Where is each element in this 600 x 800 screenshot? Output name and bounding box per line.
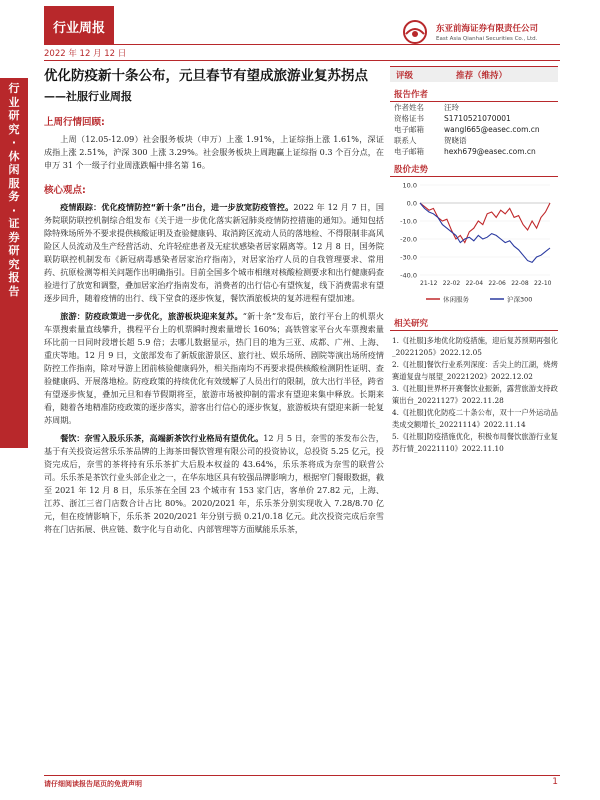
chart-x-tick-label: 22-06 [488,280,506,287]
page-number: 1 [552,777,558,787]
rating-label: 评级 [396,70,414,81]
chart-x-tick-label: 21-12 [420,280,438,287]
report-subtitle: ——社服行业周报 [44,90,132,103]
chart-y-tick-label: -30.0 [400,253,417,262]
analyst-row [390,113,558,124]
analyst-field-label: 作者姓名 [394,103,424,112]
chart-x-tick-label: 22-10 [534,280,552,287]
analyst-heading: 报告作者 [390,88,558,102]
sidebar-vertical-title [0,78,28,448]
analyst-field-label: 电子邮箱 [394,147,424,156]
analyst-field-label: 电子邮箱 [394,125,424,134]
tourism-text: “新十条”发布后，旅行平台上的机票火车票搜索量直线攀升，携程平台上的机票瞬时搜索量增长 160%；高铁管家平台火车票搜索量环比前一日同时段增长超 5.9 倍；去哪儿数据显示，热门目的地为三亚、成都、广州、上海、重庆等地。12 月 9 日，文旅部发布了新版旅游景区、旅行社、娱乐场所、剧院等演出场所疫情防控工作指南，除对导游上团前核验健康码外，相关指南均不再要求提供核酸检测阴性证明、查验健康码、开展落地检。防疫政策的持续优化有效缓解了人员出行的限制，放大出行半径，跨省有望逐步恢复，叠加元旦和春节假期将至，旅游市场被抑制的需求有望迎来集中释放。长期来看，随着各地精准防疫政策的逐步落实，游客出行信心的逐步恢复，旅游板块有望迎来新一轮复苏周期。 [44,311,384,425]
company-name-cn: 东亚前海证券有限责任公司 [436,24,539,34]
chart-legend-label: 休闲服务 [443,295,469,304]
related-research-link[interactable]: 4.《[社服]优化防疫二十条公布，双十一户外运动品类成交额增长_20221114》2022.11.14 [392,408,558,429]
header-divider [44,44,560,45]
sidebar-char: 报 [8,271,20,284]
right-column [390,66,558,454]
analyst-field-value: S1710521070001 [444,114,511,123]
analyst-field-value: 贺晓语 [444,136,467,145]
chart-y-tick-label: -40.0 [400,271,417,280]
chart-x-tick-label: 22-02 [442,280,461,287]
report-type-tag: 行业周报 [44,6,114,44]
related-research-link[interactable]: 1.《[社服]多地优化防疫措施，迎后复苏预期再强化_20221205》2022.12.05 [392,336,558,357]
rating-value: 推荐（维持） [456,70,508,81]
chart-y-tick-label: -10.0 [400,217,417,226]
sidebar-char: 证 [8,217,20,230]
related-research-link[interactable]: 5.《[社服]防疫措施优化，积极布局餐饮旅游行业复苏行情_20221110》2022.11.10 [392,432,558,453]
chart-x-tick-label: 22-04 [465,280,484,287]
core-views-heading: 核心观点: [44,185,86,196]
analyst-field-value: hexh679@easec.com.cn [444,147,536,156]
related-research-list [390,335,558,454]
analyst-row [390,146,558,157]
chart-y-tick-label: -20.0 [400,235,417,244]
sidebar-char: 休 [8,149,20,163]
analyst-row [390,135,558,146]
analyst-field-label: 资格证书 [394,114,424,123]
stock-chart-svg [390,179,558,307]
tourism-paragraph [44,310,384,427]
tourism-lead: 旅游：防疫政策进一步优化，旅游板块迎来复苏。 [60,311,243,321]
rating-bar [390,66,558,82]
header-thin-divider [44,60,560,61]
sidebar-char: 行 [8,82,20,95]
chart-y-tick-label: 0.0 [406,199,417,208]
stock-chart-heading: 股价走势 [390,163,558,177]
report-date: 2022 年 12 月 12 日 [44,49,127,59]
catering-paragraph [44,432,384,536]
sidebar-char: 告 [8,284,20,298]
related-research-heading: 相关研究 [390,317,558,331]
sidebar-char: 服 [8,176,20,190]
weekly-review-text: 上周（12.05-12.09）社会服务板块（申万）上涨 1.91%，上证综指上涨 1.61%，深证成指上涨 2.51%，沪深 300 上涨 3.29%。社会服务板块上周跑赢上证综指 0.3 个百分点，在申万 31 个一级子行业周涨跌幅中排名第 16。 [44,134,384,170]
sidebar-char: · [11,203,17,217]
stock-chart [390,179,558,311]
sidebar-char: 业 [8,95,20,109]
sidebar-char: · [11,136,17,149]
company-name-en: East Asia Qianhai Securities Co., Ltd. [436,36,538,42]
epidemic-paragraph [44,201,384,305]
chart-legend-label: 沪深300 [507,295,533,304]
chart-series-line [420,203,550,243]
chart-series-line [420,203,550,262]
analyst-row [390,102,558,113]
weekly-review-heading: 上周行情回顾: [44,117,105,128]
analyst-field-value: 汪玲 [444,103,459,112]
sidebar-char: 研 [8,244,20,257]
epidemic-lead: 疫情跟踪：优化疫情防控“新十条”出台，进一步放宽防疫管控。 [60,202,294,212]
company-logo-icon [400,20,430,44]
footer-disclaimer: 请仔细阅读报告尾页的免责声明 [44,780,142,788]
related-research-link[interactable]: 2.《[社服]餐饮行业系列深度：舌尖上的江湖，烧烤赛道复盘与展望_20221202》2022.12.02 [392,360,558,381]
sidebar-char: 研 [8,109,20,122]
analyst-field-value: wangl665@easec.com.cn [444,125,540,134]
sidebar-char: 券 [8,230,20,244]
sidebar-char: 闲 [8,163,20,176]
catering-text: 12 月 5 日，奈雪的茶发布公告，基于有关投资运营乐乐茶品牌的上海茶田餐饮管理有限公司的投资协议，总投资 5.25 亿元，投资完成后，奈雪的茶将持有乐乐茶扩大后股本权益的 43.64%，乐乐茶将成为奈雪的联营公司。乐乐茶是茶饮行业头部企业之一，在华东地区具有较强品牌影响力，根据窄门餐眼数据，截至 2021 年 12 月 8 日，乐乐茶在全国 23 个城市有 153 家门店，客单价 27.82 元，上海、江苏、浙江三省门店数合计占比 80%。2020/2021 年，乐乐茶分别实现收入 7.28/8.70 亿元，但在疫情影响下，乐乐茶 2020/2021 年分别亏损 0.21/0.18 亿元。此次投资完成后奈雪将在门店拓展、供应链、数字化与自动化、内部管理等方面赋能乐乐茶， [44,433,384,534]
chart-x-tick-label: 22-08 [511,280,529,287]
company-logo [400,20,538,44]
analyst-info [390,102,558,157]
sidebar-char: 究 [8,257,20,271]
report-title: 优化防疫新十条公布，元旦春节有望成旅游业复苏拐点 [44,68,368,84]
chart-y-tick-label: 10.0 [402,181,417,190]
related-research-link[interactable]: 3.《[社服]世界杯开赛餐饮业振新，露营旅游支持政策出台_20221127》2022.11.28 [392,384,558,405]
epidemic-text: 2022 年 12 月 7 日，国务院联防联控机制综合组发布《关于进一步优化落实新冠肺炎疫情防控措施的通知》。通知包括除特殊场所外不要求提供核酸证明及查验健康码、取消跨区流动人员的落地检、不得限制非高风险区人员流动及生产经营活动、允许轻症患者及无症状感染者居家隔离等。12 月 8 日，国务院联防联控机制发布《新冠病毒感染者居家治疗指南》，对居家治疗人员的自我管理要求、常用药、抗原检测等相关问题作出明确指引。目前全国多个城市相继对核酸检测要求和出行健康码查验进行了放宽和调整，叠加居家治疗指南发布，消费者的出行信心有望恢复，线下消费需求有望逐步回升，随着疫情的出行、线下堂食的逐步恢复，餐饮酒旅板块的复苏进程有望加速。 [44,202,384,303]
analyst-row [390,124,558,135]
sidebar-char: 究 [8,122,20,136]
sidebar-char: 务 [8,190,20,203]
analyst-field-label: 联系人 [394,136,417,145]
main-column [44,66,384,536]
catering-lead: 餐饮：奈雪入股乐乐茶，高端新茶饮行业格局有望优化。 [60,433,264,443]
footer-divider [44,775,560,776]
